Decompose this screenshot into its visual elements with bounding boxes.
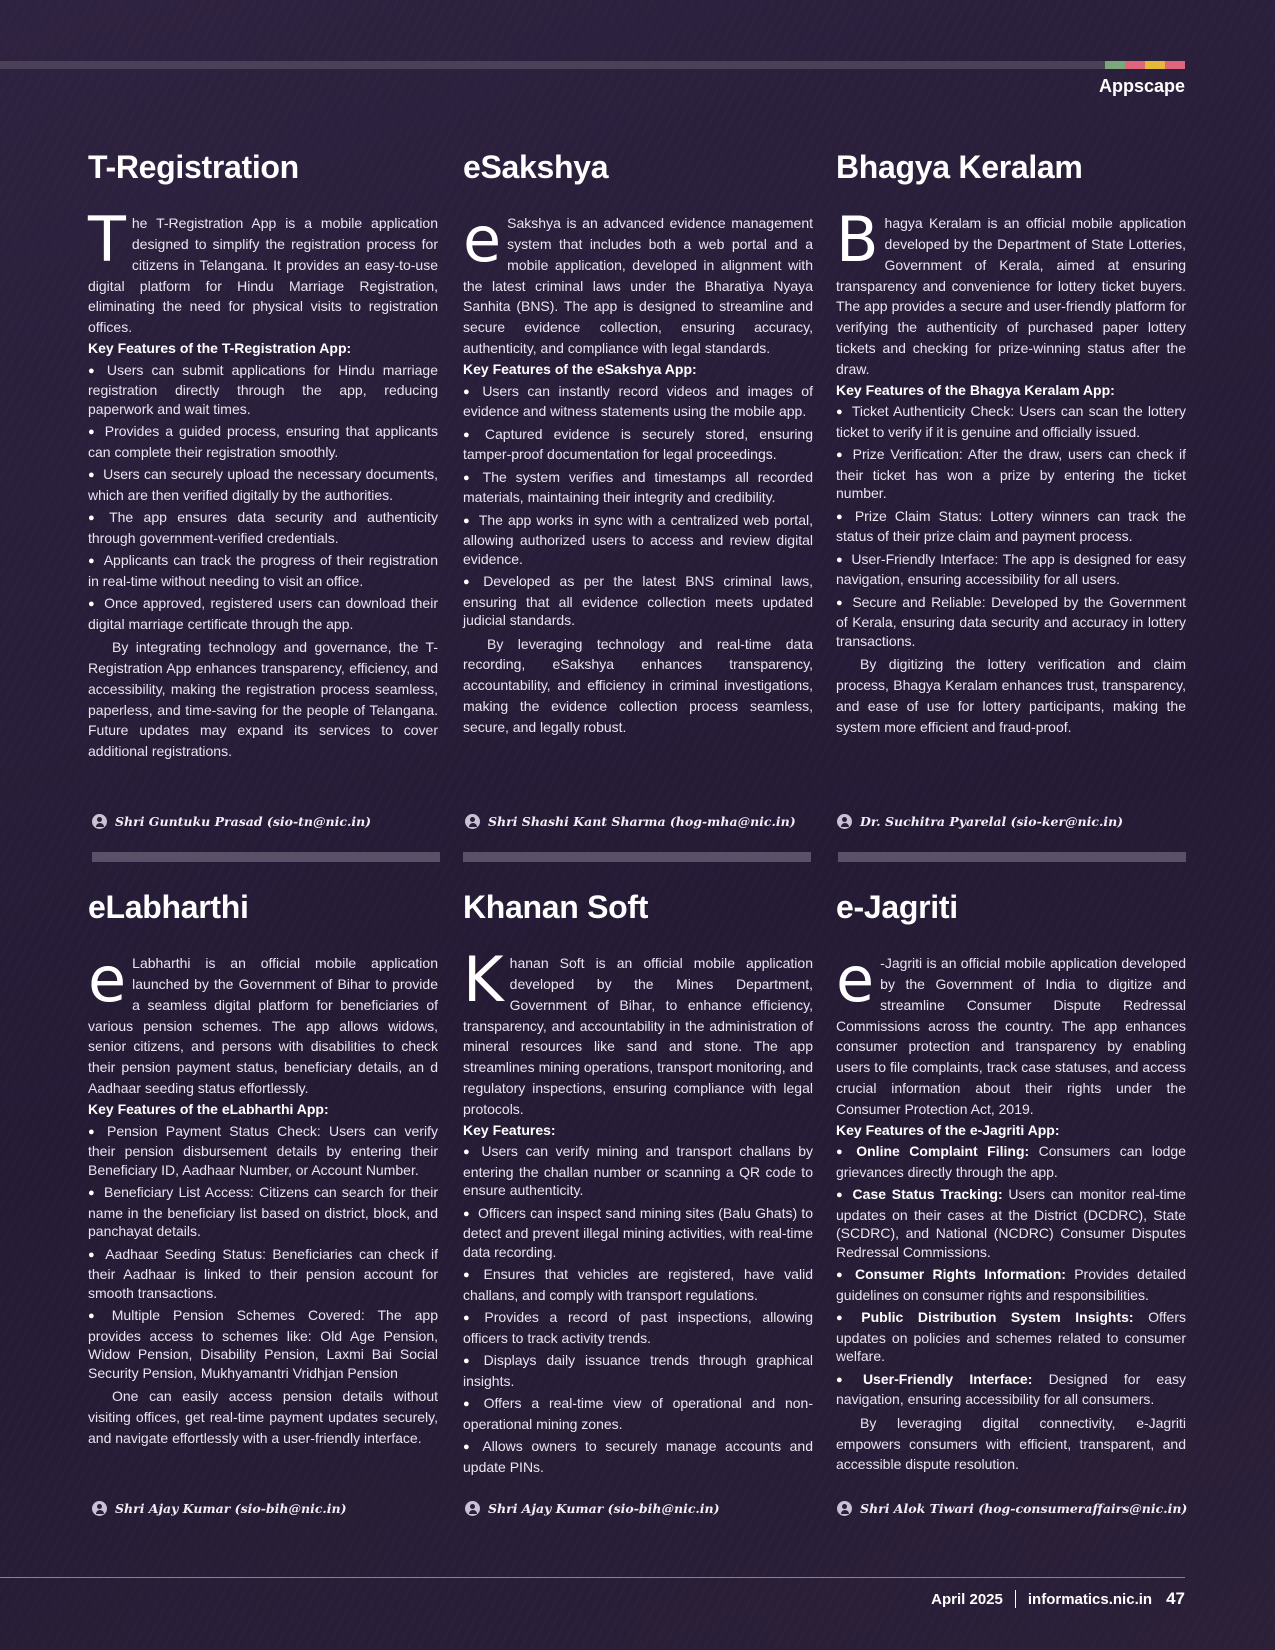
article-body bbox=[88, 203, 438, 762]
color-swatch bbox=[1165, 61, 1185, 69]
drop-cap: K bbox=[463, 943, 504, 1017]
list-item: ● Officers can inspect sand mining sites (Balu Ghats) to detect and prevent illegal mining activities, with real-time data recording. bbox=[463, 1204, 813, 1262]
author-text: Shri Ajay Kumar (sio-bih@nic.in) bbox=[488, 1501, 720, 1516]
person-icon bbox=[465, 814, 480, 829]
intro-text: Sakshya is an advanced evidence management system that includes both a web portal and a mobile application, developed in alignment with the latest criminal laws under the Bharatiya Nyaya Sanhita (BNS). The app is designed to streamline and secure evidence collection, ensuring accuracy, authenticity, and compliance with legal standards. bbox=[463, 215, 813, 356]
article-body bbox=[88, 943, 438, 1448]
feature-title: User-Friendly Interface: bbox=[862, 1370, 1033, 1387]
feature-title: Public Distribution System Insights: bbox=[861, 1309, 1134, 1326]
intro-text: hagya Keralam is an official mobile application developed by the Department of State Lotteries, Government of Kerala, aimed at ensuring transparency and convenience for lottery ticket buyers. The app provides a secure and user-friendly platform for verifying the authenticity of purchased paper lottery tickets and checking for prize-winning status after the draw. bbox=[836, 215, 1186, 377]
author-text: Shri Alok Tiwari (hog-consumeraffairs@nic.in) bbox=[860, 1501, 1188, 1516]
article-title: Khanan Soft bbox=[463, 889, 649, 925]
list-item: ● Allows owners to securely manage accounts and update PINs. bbox=[463, 1437, 813, 1476]
closing-paragraph: By leveraging technology and real-time data recording, eSakshya enhances transparency, accountability, and efficiency in criminal investigations, making the evidence collection process seamless, secure, and legally robust. bbox=[463, 635, 813, 735]
intro-text: -Jagriti is an official mobile application developed by the Government of India to digitize and streamline Consumer Dispute Redressal Commissions across the country. The app enhances consumer protection and transparency by enabling users to file complaints, track case statuses, and access crucial information about their rights under the Consumer Protection Act, 2019. bbox=[836, 955, 1186, 1117]
drop-cap: e bbox=[836, 943, 875, 1017]
feature-title: Consumer Rights Information: bbox=[855, 1266, 1066, 1283]
list-item: ● Users can securely upload the necessary documents, which are then verified digitally by the authorities. bbox=[88, 465, 438, 504]
color-swatch bbox=[1105, 61, 1125, 69]
features-list bbox=[836, 402, 1186, 650]
issue-date: April 2025 bbox=[931, 1590, 1003, 1608]
list-item bbox=[836, 1265, 1186, 1304]
list-item bbox=[836, 1308, 1186, 1366]
list-item: ● Users can verify mining and transport challans by entering the challan number or scanning a QR code to ensure authenticity. bbox=[463, 1142, 813, 1200]
features-list bbox=[836, 1142, 1186, 1409]
list-item: ● Secure and Reliable: Developed by the Government of Kerala, ensuring data security and accuracy in lottery transactions. bbox=[836, 593, 1186, 651]
article-khanan-soft bbox=[463, 890, 813, 1480]
feature-text: Users can monitor real-time updates on their cases at the District (DCDRC), State (SCDRC), and National (NCDRC) Consumer Disputes Redressal Commissions. bbox=[836, 1186, 1186, 1260]
page-footer bbox=[931, 1589, 1185, 1609]
article-body bbox=[463, 203, 813, 737]
article-body bbox=[463, 943, 813, 1476]
site-link[interactable]: informatics.nic.in bbox=[1027, 1590, 1153, 1608]
bottom-rule bbox=[0, 1577, 1185, 1578]
list-item: ● Pension Payment Status Check: Users can verify their pension disbursement details by entering their Beneficiary ID, Aadhaar Number, or Account Number. bbox=[88, 1122, 438, 1180]
features-list bbox=[88, 361, 438, 634]
list-item: ● Ticket Authenticity Check: Users can scan the lottery ticket to verify if it is genuine and officially issued. bbox=[836, 402, 1186, 441]
intro-paragraph bbox=[463, 203, 813, 359]
author-credit bbox=[92, 1501, 347, 1516]
list-item: ● The system verifies and timestamps all recorded materials, maintaining their integrity and credibility. bbox=[463, 468, 813, 507]
list-item: ● Prize Claim Status: Lottery winners can track the status of their prize claim and payment process. bbox=[836, 507, 1186, 546]
author-text: Shri Ajay Kumar (sio-bih@nic.in) bbox=[115, 1501, 347, 1516]
feature-title: Case Status Tracking: bbox=[852, 1186, 1003, 1203]
list-item: ● Ensures that vehicles are registered, have valid challans, and comply with transport regulations. bbox=[463, 1265, 813, 1304]
intro-paragraph bbox=[88, 943, 438, 1099]
column-divider bbox=[463, 852, 811, 862]
article-e-jagriti bbox=[836, 890, 1186, 1475]
features-list bbox=[463, 1142, 813, 1476]
article-body bbox=[836, 203, 1186, 737]
intro-text: he T-Registration App is a mobile application designed to simplify the registration process for citizens in Telangana. It provides an easy-to-use digital platform for Hindu Marriage Registration, eliminating the need for physical visits to registration offices. bbox=[88, 215, 438, 336]
list-item: ● Offers a real-time view of operational and non-operational mining zones. bbox=[463, 1394, 813, 1433]
drop-cap: e bbox=[463, 203, 502, 277]
article-title: T-Registration bbox=[88, 149, 299, 185]
list-item: ● Displays daily issuance trends through graphical insights. bbox=[463, 1351, 813, 1390]
feature-text: Designed for easy navigation, ensuring accessibility for all consumers. bbox=[836, 1370, 1186, 1408]
top-rule bbox=[0, 61, 1105, 69]
intro-paragraph bbox=[836, 203, 1186, 379]
closing-paragraph: By integrating technology and governance, the T-Registration App enhances transparency, efficiency, and accessibility, making the registration process seamless, paperless, and time-saving for the people of Telangana. Future updates may expand its services to cover additional registrations. bbox=[88, 639, 438, 760]
intro-paragraph bbox=[836, 943, 1186, 1119]
color-swatch bbox=[1125, 61, 1145, 69]
list-item bbox=[836, 1185, 1186, 1261]
person-icon bbox=[92, 814, 107, 829]
article-title: e-Jagriti bbox=[836, 889, 958, 925]
author-text: Shri Shashi Kant Sharma (hog-mha@nic.in) bbox=[488, 814, 796, 829]
article-esakshya bbox=[463, 150, 813, 738]
features-heading: Key Features: bbox=[463, 1121, 556, 1138]
author-text: Shri Guntuku Prasad (sio-tn@nic.in) bbox=[115, 814, 372, 829]
list-item: ● Developed as per the latest BNS criminal laws, ensuring that all evidence collection meets updated judicial standards. bbox=[463, 572, 813, 630]
intro-paragraph bbox=[463, 943, 813, 1119]
list-item: ● The app ensures data security and authenticity through government-verified credentials. bbox=[88, 508, 438, 547]
list-item bbox=[836, 1370, 1186, 1409]
column-divider bbox=[838, 852, 1186, 862]
person-icon bbox=[92, 1501, 107, 1516]
features-heading: Key Features of the Bhagya Keralam App: bbox=[836, 381, 1115, 398]
features-heading: Key Features of the eSakshya App: bbox=[463, 360, 697, 377]
section-label: Appscape bbox=[1098, 76, 1185, 96]
list-item bbox=[836, 1142, 1186, 1181]
list-item: ● Once approved, registered users can download their digital marriage certificate through the app. bbox=[88, 594, 438, 633]
feature-text: Consumers can lodge grievances directly through the app. bbox=[836, 1143, 1186, 1180]
footer-separator bbox=[1015, 1590, 1016, 1608]
list-item: ● The app works in sync with a centralized web portal, allowing authorized users to access and review digital evidence. bbox=[463, 511, 813, 569]
article-title: eLabharthi bbox=[88, 889, 249, 925]
author-credit bbox=[465, 1501, 720, 1516]
list-item: ● Prize Verification: After the draw, users can check if their ticket has won a prize by entering the ticket number. bbox=[836, 445, 1186, 503]
drop-cap: T bbox=[88, 203, 126, 277]
author-credit bbox=[92, 814, 371, 829]
article-body bbox=[836, 943, 1186, 1475]
list-item: ● Users can instantly record videos and images of evidence and witness statements using the mobile app. bbox=[463, 382, 813, 421]
drop-cap: B bbox=[836, 203, 879, 277]
list-item: ● Applicants can track the progress of their registration in real-time without needing to visit an office. bbox=[88, 551, 438, 590]
page-number: 47 bbox=[1166, 1589, 1185, 1608]
intro-text: hanan Soft is an official mobile application developed by the Mines Department, Government of Bihar, to enhance efficiency, transparency, and accountability in the administration of mineral resources like sand and stone. The app streamlines mining operations, transport monitoring, and regulatory inspections, ensuring compliance with legal protocols. bbox=[463, 955, 813, 1117]
list-item: ● Users can submit applications for Hindu marriage registration directly through the app, reducing paperwork and wait times. bbox=[88, 361, 438, 419]
person-icon bbox=[837, 814, 852, 829]
person-icon bbox=[837, 1501, 852, 1516]
features-list bbox=[463, 382, 813, 630]
person-icon bbox=[465, 1501, 480, 1516]
color-strip bbox=[1105, 61, 1185, 69]
intro-paragraph bbox=[88, 203, 438, 338]
features-heading: Key Features of the e-Jagriti App: bbox=[836, 1121, 1060, 1138]
feature-title: Online Complaint Filing: bbox=[856, 1143, 1030, 1160]
intro-text: Labharthi is an official mobile application launched by the Government of Bihar to provide a seamless digital platform for beneficiaries of various pension schemes. The app allows widows, senior citizens, and persons with disabilities to check their pension payment status, beneficiary details, an d Aadhaar seeding status effortlessly. bbox=[88, 955, 438, 1096]
closing-paragraph: By digitizing the lottery verification and claim process, Bhagya Keralam enhances trust, transparency, and ease of use for lottery participants, making the system more efficient and fraud-proof. bbox=[836, 656, 1186, 735]
closing-paragraph: One can easily access pension details without visiting offices, get real-time payment updates securely, and navigate effortlessly with a user-friendly interface. bbox=[88, 1388, 438, 1446]
author-credit bbox=[837, 1501, 1187, 1516]
feature-text: Offers updates on policies and schemes related to consumer welfare. bbox=[836, 1309, 1186, 1365]
drop-cap: e bbox=[88, 943, 127, 1017]
features-heading: Key Features of the T-Registration App: bbox=[88, 339, 352, 356]
list-item: ● User-Friendly Interface: The app is designed for easy navigation, ensuring accessibility for all users. bbox=[836, 550, 1186, 589]
closing-paragraph: By leveraging digital connectivity, e-Jagriti empowers consumers with efficient, transparent, and accessible dispute resolution. bbox=[836, 1414, 1186, 1473]
features-list bbox=[88, 1122, 438, 1383]
article-title: eSakshya bbox=[463, 149, 609, 185]
feature-text: Provides detailed guidelines on consumer rights and responsibilities. bbox=[836, 1266, 1186, 1303]
article-elabharthi bbox=[88, 890, 438, 1448]
article-bhagya-keralam bbox=[836, 150, 1186, 738]
list-item: ● Multiple Pension Schemes Covered: The app provides access to schemes like: Old Age Pension, Widow Pension, Disability Pension, Laxmi Bai Social Security Pension, Mukhyamantri Vridhjan Pension bbox=[88, 1306, 438, 1382]
author-credit bbox=[465, 814, 796, 829]
column-divider bbox=[92, 852, 440, 862]
article-t-registration bbox=[88, 150, 438, 762]
author-credit bbox=[837, 814, 1123, 829]
list-item: ● Captured evidence is securely stored, ensuring tamper-proof documentation for legal proceedings. bbox=[463, 425, 813, 464]
color-swatch bbox=[1145, 61, 1165, 69]
article-title: Bhagya Keralam bbox=[836, 149, 1083, 185]
list-item: ● Aadhaar Seeding Status: Beneficiaries can check if their Aadhaar is linked to their pension account for smooth transactions. bbox=[88, 1245, 438, 1303]
list-item: ● Beneficiary List Access: Citizens can search for their name in the beneficiary list based on district, block, and panchayat details. bbox=[88, 1183, 438, 1241]
features-heading: Key Features of the eLabharthi App: bbox=[88, 1100, 329, 1117]
list-item: ● Provides a guided process, ensuring that applicants can complete their registration smoothly. bbox=[88, 422, 438, 461]
author-text: Dr. Suchitra Pyarelal (sio-ker@nic.in) bbox=[860, 814, 1124, 829]
list-item: ● Provides a record of past inspections, allowing officers to track activity trends. bbox=[463, 1308, 813, 1347]
